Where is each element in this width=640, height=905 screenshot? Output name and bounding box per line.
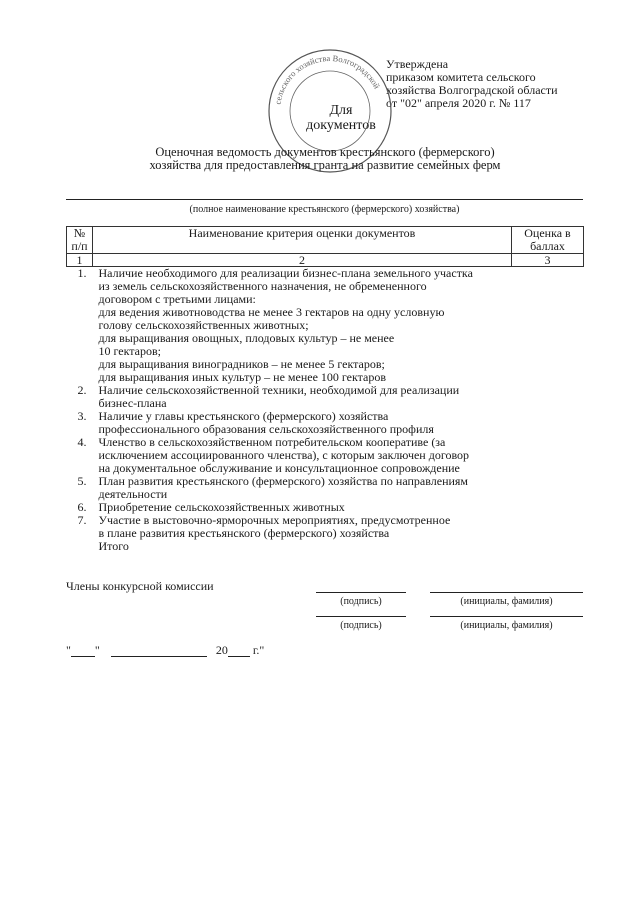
criterion-line: Наличие необходимого для реализации бизнес-плана земельного участка [98, 266, 473, 280]
signature-line [316, 592, 406, 593]
criterion-line: договором с третьими лицами: [98, 292, 256, 306]
row-score [512, 514, 584, 540]
date-open-quote: " [66, 643, 71, 657]
criterion-line: Наличие сельскохозяйственной техники, необходимой для реализации [98, 383, 460, 397]
total-score [512, 540, 584, 553]
row-criterion [93, 384, 512, 410]
table-row [67, 436, 584, 475]
header-score: Оценка в баллах [512, 227, 584, 254]
row-number: 7. [77, 513, 87, 527]
approval-line: Утверждена [386, 57, 449, 71]
date-line [66, 644, 264, 657]
criterion-line: для выращивания овощных, плодовых культур – не менее [98, 331, 395, 345]
row-number: 6. [77, 500, 87, 514]
approval-block [386, 58, 586, 110]
criterion-line: План развития крестьянского (фермерского) хозяйства по направлениям [98, 474, 469, 488]
criteria-table [66, 226, 584, 553]
criteria-rows [67, 267, 584, 554]
signature-caption: (подпись) [340, 620, 382, 631]
criterion-line: Членство в сельскохозяйственном потребительском кооперативе (за [98, 435, 446, 449]
row-criterion [93, 475, 512, 501]
approval-line: от "02" апреля 2020 г. № 117 [386, 96, 531, 110]
table-row [67, 514, 584, 540]
row-number: 3. [77, 409, 87, 423]
row-score [512, 384, 584, 410]
signature-line [316, 616, 406, 617]
row-score [512, 436, 584, 475]
criterion-line: на документальное обслуживание и консультационное сопровождение [98, 461, 460, 475]
table-row [67, 267, 584, 385]
criterion-line: профессионального образования сельскохозяйственного профиля [98, 422, 434, 436]
day-blank [71, 645, 95, 657]
total-number-cell [67, 540, 93, 553]
row-criterion [93, 410, 512, 436]
document-title [90, 146, 560, 172]
row-criterion [93, 267, 512, 385]
title-line: хозяйства для предоставления гранта на развитие семейных ферм [149, 158, 501, 172]
criterion-line: для выращивания иных культур – не менее 100 гектаров [98, 370, 387, 384]
row-score [512, 267, 584, 385]
criterion-line: из земель сельскохозяйственного назначения, не обремененного [98, 279, 427, 293]
row-number: 1. [77, 266, 87, 280]
stamp-inner-text [296, 103, 386, 133]
row-number: 5. [77, 474, 87, 488]
year-prefix: 20 [215, 643, 228, 657]
table-row [67, 410, 584, 436]
commission-members-label: Члены конкурсной комиссии [66, 579, 214, 593]
column-number: 3 [512, 254, 584, 267]
criterion-line: Приобретение сельскохозяйственных животных [98, 500, 345, 514]
row-score [512, 410, 584, 436]
stamp-line: Для [329, 103, 353, 118]
column-number: 1 [67, 254, 93, 267]
name-caption: (инициалы, фамилия) [460, 620, 553, 631]
criterion-line: исключением ассоциированного членства), с которым заключен договор [98, 448, 470, 462]
month-blank [111, 645, 207, 657]
row-score [512, 475, 584, 501]
total-label: Итого [98, 539, 129, 553]
criterion-line: Участие в выстовочно-ярморочных мероприятиях, предусмотренное [98, 513, 451, 527]
title-line: Оценочная ведомость документов крестьянского (фермерского) [155, 145, 495, 159]
year-blank [228, 645, 250, 657]
row-criterion [93, 514, 512, 540]
signature-caption: (подпись) [340, 596, 382, 607]
farm-name-caption: (полное наименование крестьянского (фермерского) хозяйства) [189, 204, 460, 215]
criterion-line: в плане развития крестьянского (фермерского) хозяйства [98, 526, 390, 540]
farm-name-line [66, 199, 583, 200]
approval-line: приказом комитета сельского [386, 70, 536, 84]
column-number-row [67, 254, 584, 267]
date-close-quote: " [94, 643, 100, 657]
criterion-line: для ведения животноводства не менее 3 гектаров на одну условную [98, 305, 445, 319]
name-caption: (инициалы, фамилия) [460, 596, 553, 607]
name-line [430, 616, 583, 617]
header-criterion: Наименование критерия оценки документов [93, 227, 512, 254]
table-row [67, 384, 584, 410]
criterion-line: бизнес-плана [98, 396, 167, 410]
name-line [430, 592, 583, 593]
table-header-row [67, 227, 584, 254]
criterion-line: 10 гектаров; [98, 344, 161, 358]
row-number: 4. [77, 435, 87, 449]
row-score [512, 501, 584, 514]
stamp-line: документов [306, 118, 376, 133]
criterion-line: Наличие у главы крестьянского (фермерского) хозяйства [98, 409, 389, 423]
table-row [67, 475, 584, 501]
criterion-line: деятельности [98, 487, 168, 501]
criterion-line: для выращивания виноградников – не менее 5 гектаров; [98, 357, 385, 371]
stamp-ring-text: сельского хозяйства Волгоградской [272, 52, 383, 106]
row-number: 2. [77, 383, 87, 397]
criterion-line: голову сельскохозяйственных животных; [98, 318, 309, 332]
column-number: 2 [93, 254, 512, 267]
approval-line: хозяйства Волгоградской области [386, 83, 558, 97]
total-row [67, 540, 584, 553]
header-number: № п/п [67, 227, 93, 254]
row-criterion [93, 436, 512, 475]
year-suffix: г." [252, 643, 265, 657]
